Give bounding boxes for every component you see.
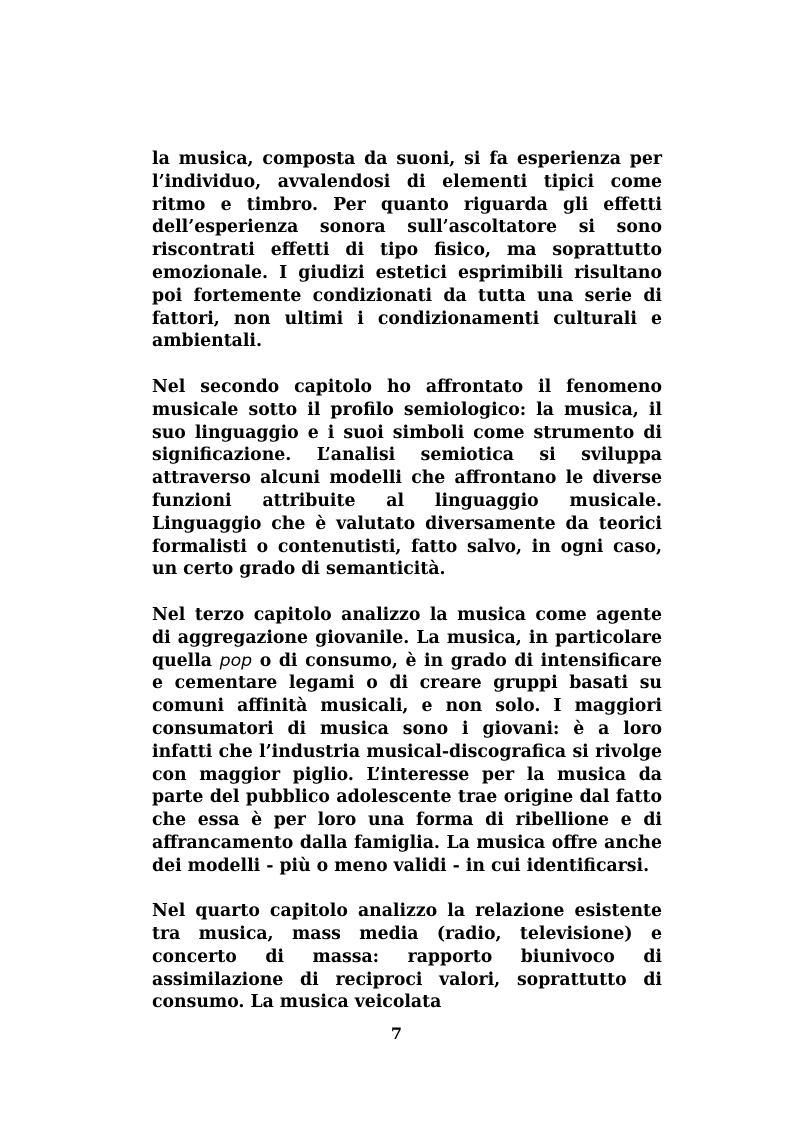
paragraph-3 bbox=[152, 604, 662, 878]
page-body bbox=[152, 148, 662, 1037]
paragraph-4: Nel quarto capitolo analizzo la relazione esistente tra musica, mass media (radio, televisione) e concerto di massa: rapporto biunivoco di assimilazione di reciproci valori, soprattutto di consumo. La musica veicolata bbox=[152, 901, 662, 1013]
paragraph-3-text-a: Nel terzo capitolo analizzo la musica come agente di aggregazione giovanile. La musica, in particolare quella bbox=[152, 604, 662, 671]
page-number: 7 bbox=[390, 1024, 403, 1043]
italic-term-pop: pop bbox=[219, 650, 253, 671]
paragraph-1: la musica, composta da suoni, si fa esperienza per l’individuo, avvalendosi di elementi tipici come ritmo e timbro. Per quanto riguarda gli effetti dell’esperienza sonora sull’ascoltatore si sono riscontrati effetti di tipo fisico, ma soprattutto emozionale. I giudizi estetici esprimibili risultano poi fortemente condizionati da tutta una serie di fattori, non ultimi i condizionamenti culturali e ambientali. bbox=[152, 149, 662, 352]
paragraph-2: Nel secondo capitolo ho affrontato il fenomeno musicale sotto il profilo semiologico: la musica, il suo linguaggio e i suoi simboli come strumento di significazione. L’analisi semiotica si sviluppa attraverso alcuni modelli che affrontano le diverse funzioni attribuite al linguaggio musicale. Linguaggio che è valutato diversamente da teorici formalisti o contenutisti, fatto salvo, in ogni caso, un certo grado di semanticità. bbox=[152, 376, 662, 580]
paragraph-3-text-b: o di consumo, è in grado di intensificare e cementare legami o di creare gruppi basati su comuni affinità musicali, e non solo. I maggiori consumatori di musica sono i giovani: è a loro infatti che l’industria musical-discografica si rivolge con maggior piglio. L’interesse per la musica da parte del pubblico adolescente trae origine dal fatto che essa è per loro una forma di ribellione e di affrancamento dalla famiglia. La musica offre anche dei modelli - più o meno validi - in cui identificarsi. bbox=[152, 650, 662, 876]
